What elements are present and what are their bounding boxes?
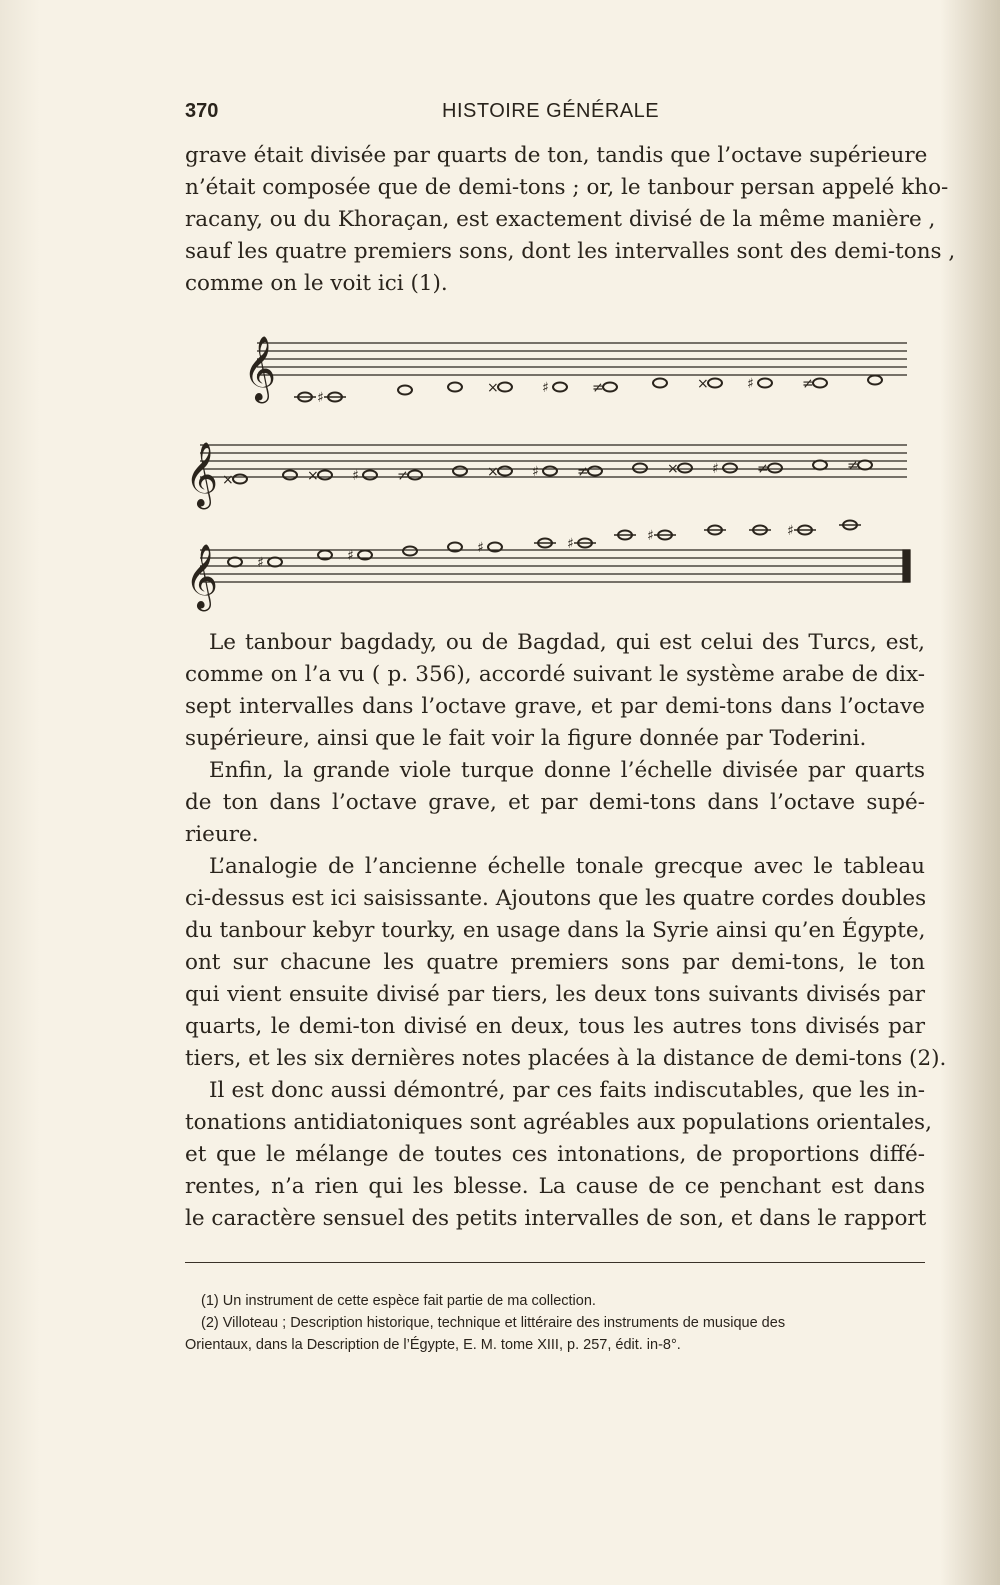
footnotes bbox=[185, 1290, 925, 1356]
whole-note bbox=[543, 467, 557, 476]
whole-note bbox=[678, 464, 692, 473]
paragraph-block-1 bbox=[185, 140, 956, 300]
text-line: Le tanbour bagdady, ou de Bagdad, qui est celui des Turcs, est, bbox=[209, 630, 925, 655]
treble-clef-icon: 𝄞 bbox=[185, 544, 219, 609]
accidental-icon: ♯ bbox=[257, 555, 264, 571]
whole-note bbox=[498, 467, 512, 476]
accidental-icon: ♯ bbox=[477, 540, 484, 556]
text-line: et que le mélange de toutes ces intonations, de proportions diffé- bbox=[185, 1142, 925, 1167]
text-line: quarts, le demi-ton divisé en deux, tous les autres tons divisés par bbox=[185, 1014, 925, 1039]
whole-note bbox=[603, 383, 617, 392]
whole-note bbox=[318, 471, 332, 480]
accidental-icon: ≠ bbox=[592, 380, 604, 396]
whole-note bbox=[588, 467, 602, 476]
text-line: du tanbour kebyr tourky, en usage dans la Syrie ainsi qu’en Égypte, bbox=[185, 918, 926, 943]
text-line: comme on le voit ici (1). bbox=[185, 271, 448, 296]
text-line: de ton dans l’octave grave, et par demi-tons dans l’octave supé- bbox=[185, 790, 925, 815]
whole-note bbox=[453, 467, 467, 476]
text-line: qui vient ensuite divisé par tiers, les deux tons suivants divisés par bbox=[185, 982, 925, 1007]
whole-note bbox=[398, 386, 412, 395]
accidental-icon: ≠ bbox=[802, 376, 814, 392]
text-line: supérieure, ainsi que le fait voir la figure donnée par Toderini. bbox=[185, 726, 867, 751]
whole-note bbox=[448, 383, 462, 392]
accidental-icon: ♯ bbox=[542, 380, 549, 396]
whole-note bbox=[708, 379, 722, 388]
accidental-icon: ♯ bbox=[532, 464, 539, 480]
text-line: rentes, n’a rien qui les blesse. La cause de ce penchant est dans bbox=[185, 1174, 925, 1199]
treble-clef-icon: 𝄞 bbox=[243, 336, 277, 401]
text-line: racany, ou du Khoraçan, est exactement divisé de la même manière , bbox=[185, 207, 936, 232]
accidental-icon: ♯ bbox=[317, 390, 324, 406]
whole-note bbox=[723, 464, 737, 473]
final-barline bbox=[903, 550, 910, 582]
accidental-icon: × bbox=[487, 464, 499, 480]
page-header bbox=[185, 100, 925, 130]
text-line: ci-dessus est ici saisissante. Ajoutons que les quatre cordes doubles bbox=[185, 886, 927, 911]
accidental-icon: ≠ bbox=[577, 464, 589, 480]
text-line: comme on l’a vu ( p. 356), accordé suivant le système arabe de dix- bbox=[185, 662, 925, 687]
whole-note bbox=[813, 379, 827, 388]
accidental-icon: ♯ bbox=[347, 548, 354, 564]
footnote-2-continued: Orientaux, dans la Description de l’Égypte, E. M. tome XIII, p. 257, édit. in-8°. bbox=[185, 1337, 681, 1353]
whole-note bbox=[283, 471, 297, 480]
paragraph-block-2 bbox=[185, 627, 947, 1235]
accidental-icon: × bbox=[697, 376, 709, 392]
whole-note bbox=[553, 383, 567, 392]
whole-note bbox=[228, 558, 242, 567]
accidental-icon: ♯ bbox=[747, 376, 754, 392]
accidental-icon: ♯ bbox=[787, 523, 794, 539]
whole-note bbox=[408, 471, 422, 480]
whole-note bbox=[768, 464, 782, 473]
whole-note bbox=[403, 547, 417, 556]
whole-note bbox=[363, 471, 377, 480]
whole-note bbox=[758, 379, 772, 388]
text-line: sauf les quatre premiers sons, dont les intervalles sont des demi-tons , bbox=[185, 239, 956, 264]
footnote-1: (1) Un instrument de cette espèce fait partie de ma collection. bbox=[201, 1293, 596, 1309]
accidental-icon: ♯ bbox=[352, 468, 359, 484]
page-number: 370 bbox=[185, 100, 219, 122]
accidental-icon: ♯ bbox=[712, 461, 719, 477]
text-line: Enfin, la grande viole turque donne l’échelle divisée par quarts bbox=[209, 758, 925, 783]
text-line: ont sur chacune les quatre premiers sons par demi-tons, le ton bbox=[185, 950, 925, 975]
text-line: tonations antidiatoniques sont agréables aux populations orientales, bbox=[185, 1110, 932, 1135]
accidental-icon: × bbox=[487, 380, 499, 396]
accidental-icon: ≠ bbox=[757, 461, 769, 477]
text-line: grave était divisée par quarts de ton, tandis que l’octave supérieure bbox=[185, 143, 928, 168]
footnote-2: (2) Villoteau ; Description historique, technique et littéraire des instruments de musique des bbox=[201, 1315, 786, 1331]
text-line: le caractère sensuel des petits intervalles de son, et dans le rapport bbox=[185, 1206, 927, 1231]
text-line: L’analogie de l’ancienne échelle tonale grecque avec le tableau bbox=[209, 854, 925, 879]
text-line: n’était composée que de demi-tons ; or, le tanbour persan appelé kho- bbox=[185, 175, 949, 200]
whole-note bbox=[268, 558, 282, 567]
treble-clef-icon: 𝄞 bbox=[185, 442, 219, 507]
accidental-icon: ≠ bbox=[847, 458, 859, 474]
whole-note bbox=[858, 461, 872, 470]
accidental-icon: ≠ bbox=[397, 468, 409, 484]
whole-note bbox=[653, 379, 667, 388]
accidental-icon: ♯ bbox=[647, 528, 654, 544]
whole-note bbox=[633, 464, 647, 473]
music-notation-figure bbox=[185, 325, 925, 615]
text-line: rieure. bbox=[185, 822, 259, 847]
running-title: HISTOIRE GÉNÉRALE bbox=[442, 100, 660, 122]
accidental-icon: ♯ bbox=[567, 536, 574, 552]
whole-note bbox=[813, 461, 827, 470]
accidental-icon: × bbox=[222, 472, 234, 488]
footnote-divider bbox=[185, 1262, 925, 1263]
whole-note bbox=[868, 376, 882, 385]
text-line: tiers, et les six dernières notes placées à la distance de demi-tons (2). bbox=[185, 1046, 947, 1071]
accidental-icon: × bbox=[307, 468, 319, 484]
text-line: sept intervalles dans l’octave grave, et par demi-tons dans l’octave bbox=[185, 694, 925, 719]
whole-note bbox=[498, 383, 512, 392]
whole-note bbox=[233, 475, 247, 484]
accidental-icon: × bbox=[667, 461, 679, 477]
text-line: Il est donc aussi démontré, par ces faits indiscutables, que les in- bbox=[209, 1078, 925, 1103]
